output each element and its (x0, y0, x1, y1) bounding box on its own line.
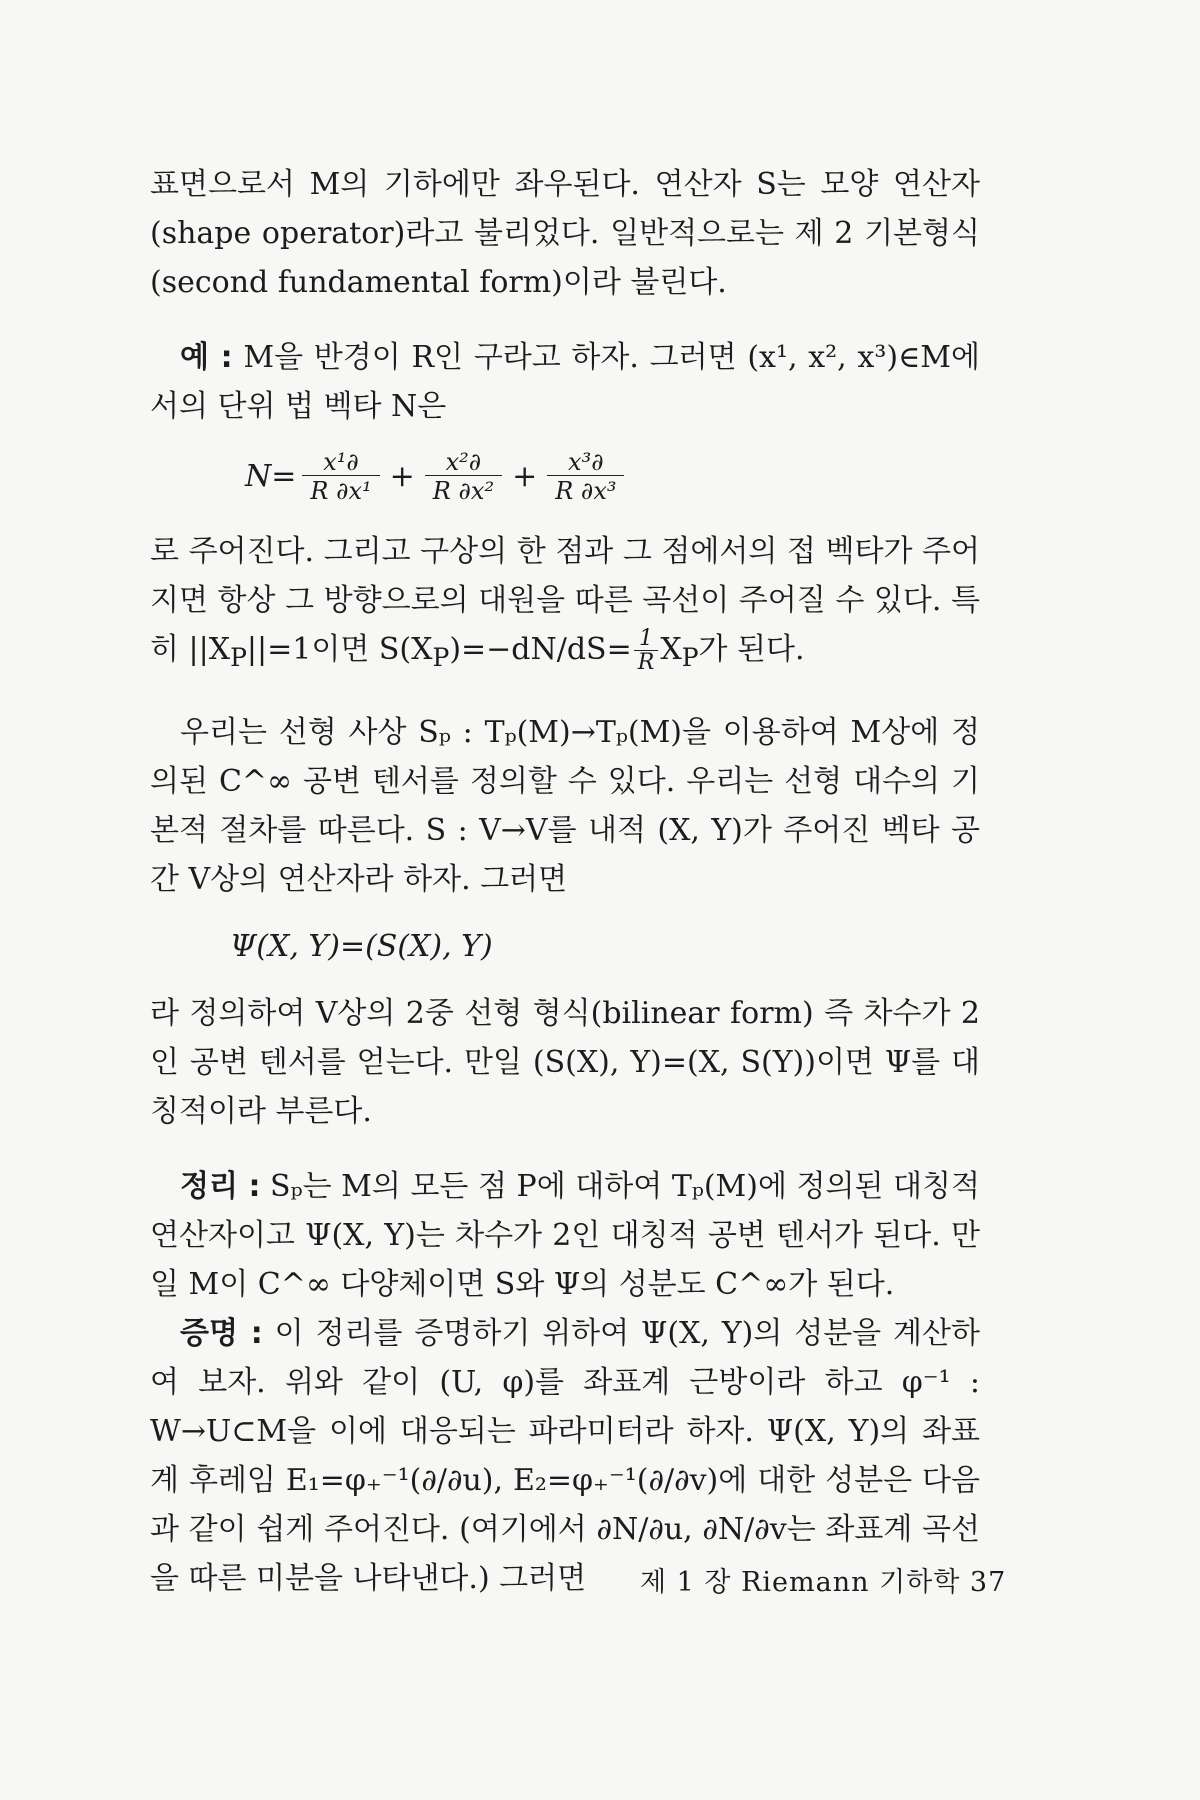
normal-vector-equation (150, 449, 980, 505)
example-label: 예 : (180, 340, 233, 375)
example-text: M을 반경이 R인 구라고 하자. 그러면 (x¹, x², x³)∈M에서의 단위 법 벡타 N은 (150, 340, 981, 424)
eq1-term-1-num: x¹∂ (323, 448, 359, 476)
paragraph-linear-map: 우리는 선형 사상 Sₚ : Tₚ(M)→Tₚ(M)을 이용하여 M상에 정의된 C^∞ 공변 텐서를 정의할 수 있다. 우리는 선형 대수의 기본적 절차를 따른다. S : V→V를 내적 (X, Y)가 주어진 벡타 공간 V상의 연산자라 하자. 그러면 (150, 714, 980, 897)
eq1-plus-1: + (389, 459, 415, 495)
para2-b: ||=1이면 S(X (246, 631, 433, 667)
eq1-term-1 (302, 449, 379, 505)
page-footer: 제 1 장 Riemann 기하학 37 (640, 1567, 1007, 1598)
proof-text: 이 정리를 증명하기 위하여 Ψ(X, Y)의 성분을 계산하여 보자. 위와 같이 (U, φ)를 좌표계 근방이라 하고 φ⁻¹ : W→U⊂M을 이에 대응되는 파라미터라 하자. Ψ(X, Y)의 좌표계 후레임 E₁=φ₊⁻¹(∂/∂u), E₂=φ₊⁻¹(∂/∂v)에 대한 성분은 다음과 같이 쉽게 주어진다. (여기에서 ∂N/∂u, ∂N/∂v는 좌표계 곡선을 따른 미분을 나타낸다.) 그러면 (150, 1315, 980, 1596)
eq1-term-3 (547, 449, 624, 505)
eq1-term-3-num: x³∂ (568, 448, 604, 476)
one-over-r-fraction (634, 625, 659, 675)
bilinear-form-equation: Ψ(X, Y)=(S(X), Y) (230, 928, 493, 964)
paragraph-bilinear: 라 정의하여 V상의 2중 선형 형식(bilinear form) 즉 차수가 2인 공변 텐서를 얻는다. 만일 (S(X), Y)=(X, S(Y))이면 Ψ를 대칭적이라 부른다. (150, 995, 980, 1129)
sub-p-1: P (230, 642, 247, 672)
eq1-term-2-den: R ∂x² (425, 475, 502, 504)
paragraph-intro: 표면으로서 M의 기하에만 좌우된다. 연산자 S는 모양 연산자(shape operator)라고 불리었다. 일반적으로는 제 2 기본형식(second fundamental form)이라 불린다. (150, 167, 980, 300)
para2-c: )=−dN/dS= (449, 631, 632, 667)
eq1-term-3-den: R ∂x³ (547, 475, 624, 504)
proof-paragraph (150, 1309, 980, 1603)
eq1-term-1-den: R ∂x¹ (302, 475, 379, 504)
eq1-term-2 (425, 449, 502, 505)
para2-a: 로 주어진다. 그리고 구상의 한 점과 그 점에서의 접 벡타가 주어지면 항상 그 방향으로의 대원을 따른 곡선이 주어질 수 있다. 특히 ||X (150, 533, 980, 667)
example-paragraph (150, 333, 980, 431)
one-over-r-num: 1 (639, 625, 654, 651)
eq1-plus-2: + (512, 459, 538, 495)
sub-p-2: P (432, 642, 450, 672)
proof-label: 증명 : (180, 1315, 263, 1351)
para2-d: X (660, 631, 682, 667)
eq1-lhs: N= (245, 459, 297, 495)
one-over-r-den: R (634, 650, 659, 674)
theorem-text: Sₚ는 M의 모든 점 P에 대하여 Tₚ(M)에 정의된 대칭적 연산자이고 Ψ(X, Y)는 차수가 2인 대칭적 공변 텐서가 된다. 만일 M이 C^∞ 다양체이면 S와 Ψ의 성분도 C^∞가 된다. (150, 1168, 980, 1302)
sub-p-3: P (681, 642, 699, 672)
paragraph-great-circle (150, 527, 980, 682)
theorem-paragraph (150, 1162, 980, 1309)
eq1-term-2-num: x²∂ (445, 448, 482, 476)
text-body (150, 160, 980, 1603)
theorem-label: 정리 : (180, 1168, 261, 1204)
para2-e: 가 된다. (698, 631, 805, 667)
